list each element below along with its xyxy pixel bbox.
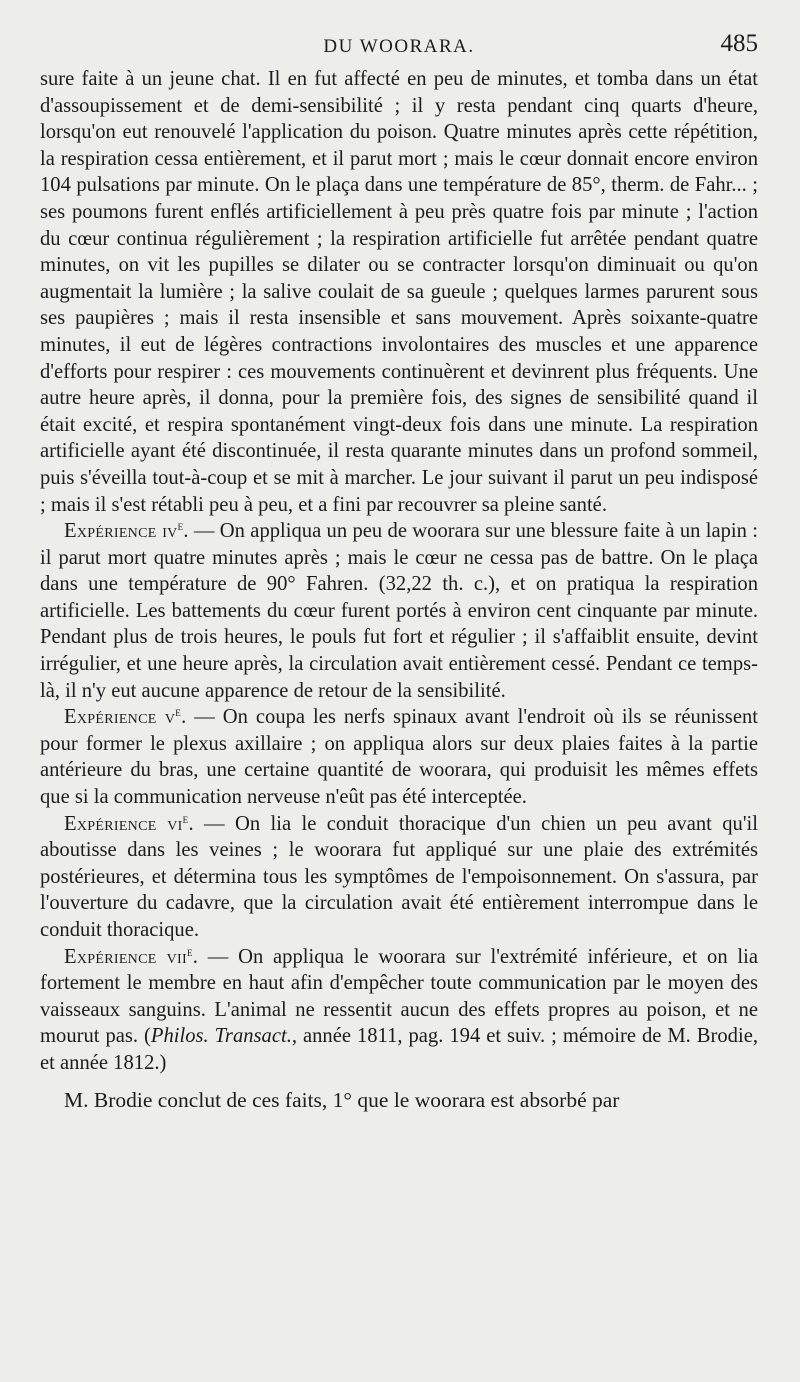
paragraph-experience-6	[40, 811, 758, 944]
citation-tail: , année 1811, pag. 194 et suiv. ; mémoire de M. Brodie, et année 1812.)	[40, 1025, 758, 1074]
experience-5-label: Expérience $v^e$	[64, 705, 182, 729]
experience-6-label: Expérience $vi^e$	[64, 811, 189, 835]
experience-7-label: Expérience vii$^e$	[64, 944, 193, 968]
experience-7-text: . — On appliqua le woorara sur l'extrémité inférieure, et on lia fortement le membre en haut afin d'empêcher toute communication par le moyen des vaisseaux sanguins. L'animal ne ressentit aucun des effets propres au poison, et ne mourut pas. (	[40, 945, 758, 1048]
running-head: DU WOORARA.	[323, 36, 475, 57]
page-header	[40, 30, 758, 60]
experience-6-text: . — On lia le conduit thoracique d'un chien un peu avant qu'il aboutisse dans les veines ; le woorara fut appliqué sur une plaie des extrémités postérieures, et détermina tous les symptômes de l'empoisonnement. On s'assura, par l'ouverture du cadavre, que la circulation avait été entièrement interrompue dans le conduit thoracique.	[40, 812, 758, 941]
paragraph-experience-5	[40, 704, 758, 810]
experience-4-text: . — On appliqua un peu de woorara sur une blessure faite à un lapin : il parut mort quatre minutes après ; mais le cœur ne cessa pas de battre. On le plaça dans une température de 90° Fahren. (32,22 th. c.), et on pratiqua la respiration artificielle. Les battements du cœur furent portés à environ cent cinquante par minute. Pendant plus de trois heures, le pouls fut fort et régulier ; il s'affaiblit ensuite, devint irrégulier, et une heure après, la circulation avait entièrement cessé. Pendant ce temps-là, il n'y eut aucune apparence de retour de la sensibilité.	[40, 520, 758, 702]
paragraph-experience-4	[40, 518, 758, 704]
paragraph-conclusion: M. Brodie conclut de ces faits, 1° que le woorara est absorbé par	[64, 1087, 620, 1112]
paragraph-experience-7	[40, 944, 758, 1077]
experience-5-text: . — On coupa les nerfs spinaux avant l'endroit où ils se réunissent pour former le plexus axillaire ; on appliqua alors sur deux plaies faites à la partie antérieure du bras, une certaine quantité de woorara, qui produisit les mêmes effets que si la communication nerveuse n'eût pas été interceptée.	[40, 706, 758, 809]
citation-title: Philos. Transact.	[150, 1025, 292, 1048]
experience-4-label: Expérience $iv^e$	[64, 519, 184, 543]
paragraph-continuation: sure faite à un jeune chat. Il en fut affecté en peu de minutes, et tomba dans un état d'assoupissement et de demi-sensibilité ; il y resta pendant cinq quarts d'heure, lorsqu'on eut renouvelé l'application du poison. Quatre minutes après cette répétition, la respiration cessa entièrement, et il parut mort ; mais le cœur donnait encore environ 104 pulsations par minute. On le plaça dans une température de 85°, therm. de Fahr... ; ses poumons furent enflés artificiellement à peu près quatre fois par minute ; l'action du cœur continua régulièrement ; la respiration artificielle fut arrêtée pendant quatre minutes, on vit les pupilles se dilater ou se contracter lorsqu'on diminuait ou qu'on augmentait la lumière ; la salive coulait de sa gueule ; quelques larmes parurent sous ses paupières ; mais il resta insensible et sans mouvement. Après soixante-quatre minutes, il eut de légères contractions involontaires des muscles et une apparence d'efforts pour respirer : ces mouvements continuèrent et devinrent plus fréquents. Une autre heure après, il donna, pour la première fois, des signes de sensibilité quand il était excité, et respira spontanément vingt-deux fois dans une minute. La respiration artificielle ayant été discontinuée, il resta quarante minutes dans un profond sommeil, puis s'éveilla tout-à-coup et se mit à marcher. Le jour suivant il parut un peu indisposé ; mais il s'est rétabli peu à peu, et a fini par recouvrer sa pleine santé.	[40, 68, 758, 516]
page-number: 485	[720, 30, 758, 57]
